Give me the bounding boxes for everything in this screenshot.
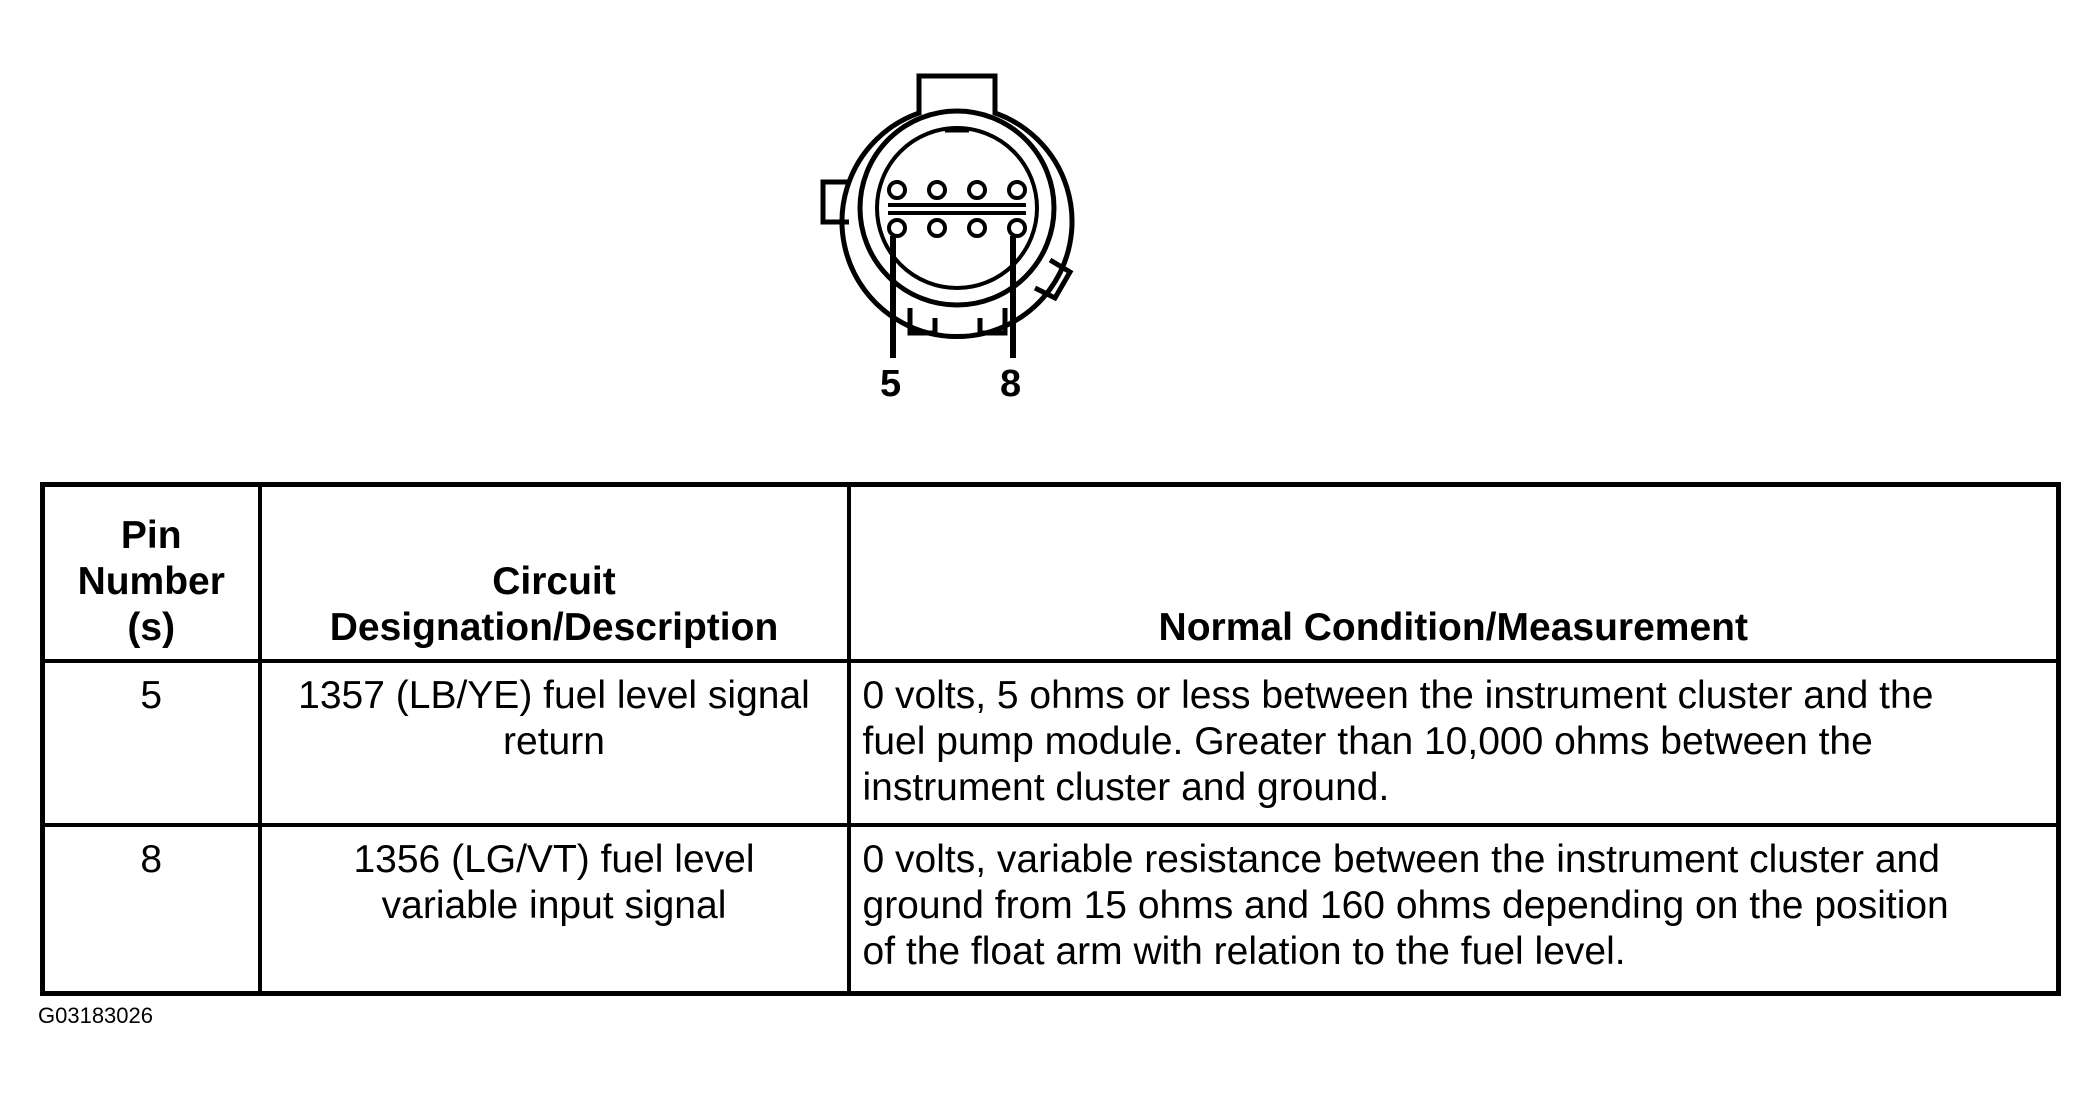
cell-circuit: 1356 (LG/VT) fuel level variable input signal [260, 825, 849, 994]
cell-circuit: 1357 (LB/YE) fuel level signal return [260, 661, 849, 825]
table-row [43, 825, 2059, 994]
cell-pin: 5 [43, 661, 260, 825]
cell-normal-condition: 0 volts, 5 ohms or less between the instrument cluster and the fuel pump module. Greater than 10,000 ohms between the instrument cluster and ground. [849, 661, 2059, 825]
connector-diagram [0, 0, 2095, 420]
connector-inner-ring [860, 111, 1054, 305]
cell-normal-condition: 0 volts, variable resistance between the instrument cluster and ground from 15 ohms and 160 ohms depending on the position of the float arm with relation to the fuel level. [849, 825, 2059, 994]
table-header-row [43, 485, 2059, 662]
pin-8-label: 8 [1000, 363, 1022, 405]
header-circuit: Circuit Designation/Description [260, 485, 849, 662]
pin-3 [969, 182, 985, 198]
table-row [43, 661, 2059, 825]
pin-table [40, 482, 2061, 996]
pin-5-label: 5 [880, 363, 902, 405]
figure-id: G03183026 [38, 1003, 153, 1028]
pin-8 [1009, 220, 1025, 236]
pin-2 [929, 182, 945, 198]
pin-4 [1009, 182, 1025, 198]
pin-7 [969, 220, 985, 236]
header-normal-condition: Normal Condition/Measurement [849, 485, 2059, 662]
pin-6 [929, 220, 945, 236]
pin-1 [889, 182, 905, 198]
cell-pin: 8 [43, 825, 260, 994]
pin-5 [889, 220, 905, 236]
header-pin-number: Pin Number (s) [43, 485, 260, 662]
